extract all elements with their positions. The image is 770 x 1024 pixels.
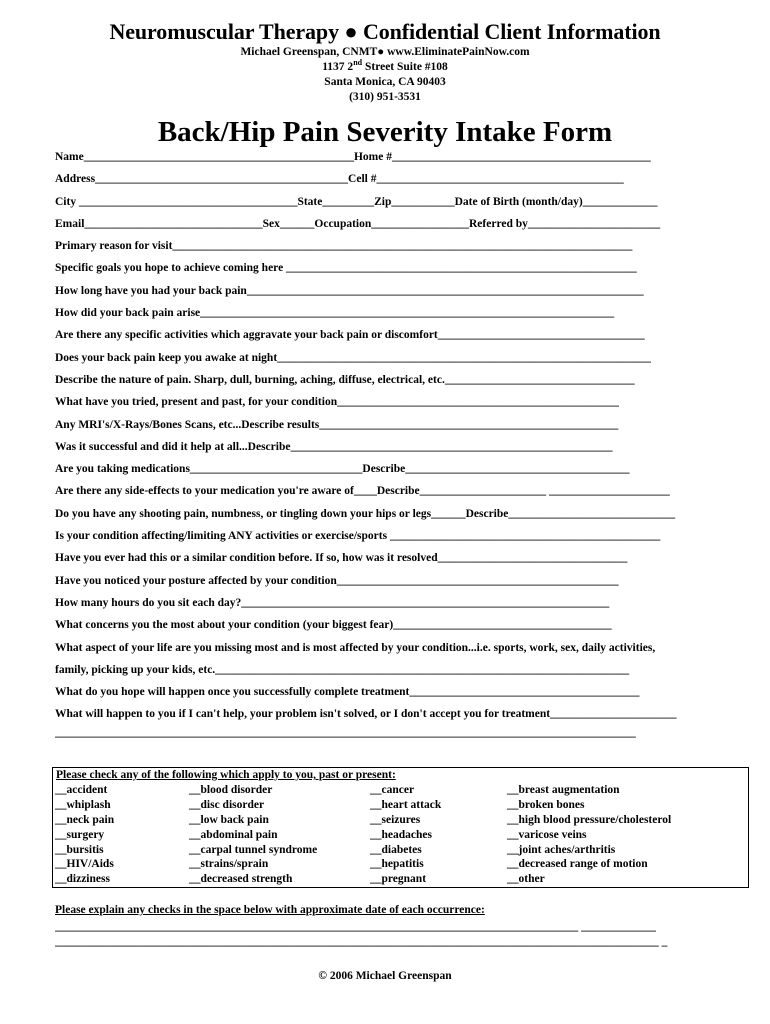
checklist-item[interactable]: __breast augmentation	[507, 784, 620, 796]
street-suffix: nd	[353, 58, 363, 68]
field-treatment-success[interactable]: Was it successful and did it help at all...Describe________________________________________________________	[55, 440, 613, 453]
checklist-item[interactable]: __other	[507, 873, 545, 886]
street-name: Street Suite #108	[362, 61, 448, 73]
checklist-column-2	[189, 783, 317, 887]
field-imaging-results[interactable]: Any MRI's/X-Rays/Bones Scans, etc...Describe results____________________________________________________	[55, 418, 619, 431]
field-specific-goals[interactable]: Specific goals you hope to achieve coming here _____________________________________________________________	[55, 262, 637, 275]
practitioner-line: Michael Greenspan, CNMT● www.EliminatePainNow.com	[240, 46, 530, 58]
checklist-item[interactable]: __heart attack	[370, 798, 442, 811]
field-no-help-outcome[interactable]: What will happen to you if I can't help, your problem isn't solved, or I don't accept you for treatment______________________	[55, 708, 677, 721]
checklist-item[interactable]: __neck pain	[55, 813, 115, 826]
checklist-item[interactable]: __strains/sprain	[189, 858, 269, 871]
checklist-item[interactable]: __bursitis	[55, 843, 104, 856]
explain-line-1[interactable]: ___________________________________________________________________________________________ _____________	[55, 921, 656, 933]
checklist-item[interactable]: __hepatitis	[370, 858, 424, 871]
field-address-cell[interactable]: Address____________________________________________Cell #___________________________________________	[55, 173, 624, 186]
field-biggest-fear[interactable]: What concerns you the most about your condition (your biggest fear)______________________________________	[55, 619, 612, 632]
checklist-item[interactable]: __surgery	[55, 828, 105, 841]
field-night-pain[interactable]: Does your back pain keep you awake at night_________________________________________________________________	[55, 351, 651, 364]
field-pain-nature[interactable]: Describe the nature of pain. Sharp, dull, burning, aching, diffuse, electrical, etc._________________________________	[55, 373, 635, 386]
field-aggravating-activities[interactable]: Are there any specific activities which aggravate your back pain or discomfort____________________________________	[55, 329, 645, 342]
checklist-item[interactable]: __accident	[55, 784, 108, 796]
conditions-checklist	[52, 767, 749, 888]
field-shooting-pain[interactable]: Do you have any shooting pain, numbness, or tingling down your hips or legs______Describe_____________________________	[55, 507, 676, 520]
field-pain-duration[interactable]: How long have you had your back pain_____________________________________________________________________	[55, 284, 644, 297]
checklist-heading: Please check any of the following which apply to you, past or present:	[56, 769, 396, 781]
field-medications[interactable]: Are you taking medications______________________________Describe_______________________________________	[55, 463, 630, 476]
field-name-home[interactable]: Name_______________________________________________Home #_____________________________________________	[55, 151, 651, 163]
explain-line-2[interactable]: _________________________________________________________________________________________________________ _	[55, 936, 668, 948]
field-sitting-hours[interactable]: How many hours do you sit each day?________________________________________________________________	[55, 596, 610, 609]
field-prior-condition[interactable]: Have you ever had this or a similar condition before. If so, how was it resolved_________________________________	[55, 552, 628, 565]
field-city-state-zip-dob[interactable]: City ______________________________________State_________Zip___________Date of Birth (month/day)_____________	[55, 195, 658, 208]
checklist-item[interactable]: __seizures	[370, 813, 421, 826]
checklist-item[interactable]: __headaches	[370, 828, 432, 841]
clinic-header	[0, 19, 770, 105]
checklist-item[interactable]: __broken bones	[507, 798, 585, 811]
street-number: 1137 2	[322, 61, 354, 73]
checklist-item[interactable]: __HIV/Aids	[55, 858, 114, 871]
field-side-effects[interactable]: Are there any side-effects to your medication you're aware of____Describe______________________ _____________________	[55, 485, 670, 498]
phone-line: (310) 951-3531	[349, 91, 421, 103]
checklist-item[interactable]: __decreased strength	[189, 873, 293, 886]
intake-fields	[55, 146, 755, 740]
field-posture[interactable]: Have you noticed your posture affected by your condition_________________________________________________	[55, 574, 619, 587]
checklist-item[interactable]: __low back pain	[189, 813, 269, 826]
explain-heading: Please explain any checks in the space below with approximate date of each occurrence:	[55, 904, 485, 916]
checklist-item[interactable]: __pregnant	[370, 873, 427, 886]
field-life-impact: What aspect of your life are you missing most and is most affected by your condition...i.e. sports, work, sex, daily activities,	[55, 641, 656, 654]
field-treatment-hopes[interactable]: What do you hope will happen once you successfully complete treatment________________________________________	[55, 686, 640, 699]
checklist-item[interactable]: __whiplash	[55, 798, 111, 811]
checklist-item[interactable]: __cancer	[370, 784, 415, 796]
field-no-help-outcome-cont[interactable]: _____________________________________________________________________________________________________	[55, 726, 636, 739]
checklist-item[interactable]: __joint aches/arthritis	[507, 843, 616, 856]
field-pain-origin[interactable]: How did your back pain arise________________________________________________________________________	[55, 307, 615, 320]
checklist-item[interactable]: __carpal tunnel syndrome	[189, 843, 318, 856]
checklist-column-4	[507, 783, 671, 887]
checklist-item[interactable]: __varicose veins	[507, 828, 587, 841]
field-activity-limits[interactable]: Is your condition affecting/limiting ANY activities or exercise/sports _______________________________________________	[55, 530, 661, 543]
field-primary-reason[interactable]: Primary reason for visit________________________________________________________________________________	[55, 240, 633, 253]
checklist-column-1	[55, 783, 114, 887]
header-title: Neuromuscular Therapy ● Confidential Client Information	[109, 19, 661, 44]
checklist-item[interactable]: __disc disorder	[189, 798, 265, 811]
street-address	[0, 60, 770, 75]
checklist-item[interactable]: __blood disorder	[189, 784, 273, 796]
checklist-item[interactable]: __abdominal pain	[189, 828, 278, 841]
checklist-item[interactable]: __high blood pressure/cholesterol	[507, 813, 672, 826]
copyright-footer: © 2006 Michael Greenspan	[318, 970, 452, 982]
field-email-sex-occupation[interactable]: Email_______________________________Sex______Occupation_________________Referred by_______________________	[55, 217, 661, 230]
city-line: Santa Monica, CA 90403	[324, 76, 446, 88]
field-tried-treatments[interactable]: What have you tried, present and past, for your condition_________________________________________________	[55, 396, 619, 409]
checklist-item[interactable]: __diabetes	[370, 843, 422, 856]
form-title: Back/Hip Pain Severity Intake Form	[157, 116, 613, 148]
checklist-column-3	[370, 783, 441, 887]
checklist-item[interactable]: __decreased range of motion	[507, 858, 648, 871]
checklist-item[interactable]: __dizziness	[55, 873, 110, 886]
field-life-impact-cont[interactable]: family, picking up your kids, etc.________________________________________________________________________	[55, 663, 630, 676]
